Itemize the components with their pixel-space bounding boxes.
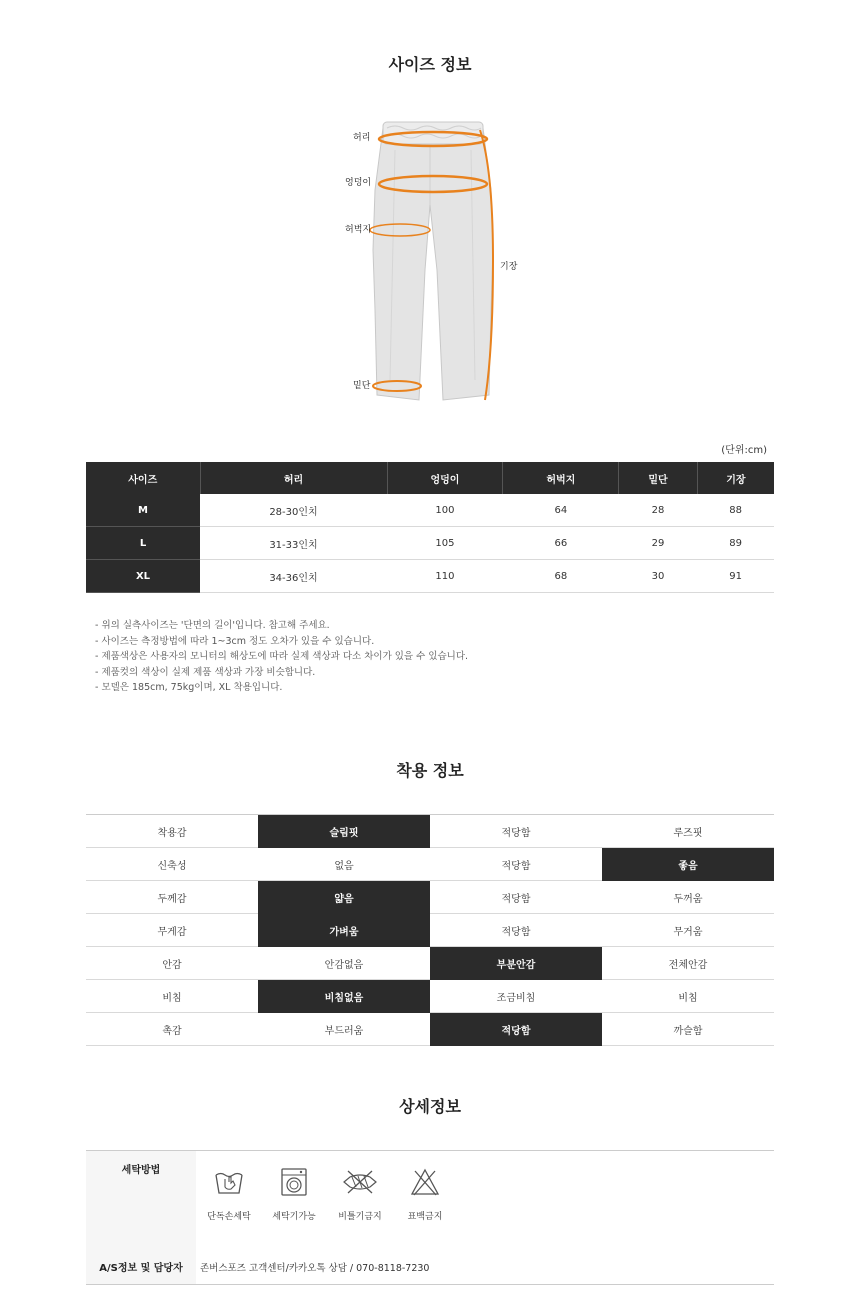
fit-option-selected: 부분안감: [430, 947, 602, 980]
detail-section-title: 상세정보: [399, 1097, 461, 1116]
table-cell: 66: [503, 527, 619, 560]
figure-label-hem: 밑단: [353, 381, 371, 391]
table-cell: 88: [697, 494, 774, 527]
table-cell: 28: [619, 494, 698, 527]
no-bleach-icon: [409, 1167, 441, 1197]
fit-option: 적당함: [430, 914, 602, 947]
care-caption: 비틀기금지: [338, 1212, 382, 1222]
size-name-cell: L: [86, 527, 200, 560]
care-item: [325, 1167, 395, 1222]
fit-row: [86, 914, 774, 947]
as-info-label: A/S정보 및 담당자: [99, 1263, 183, 1274]
care-caption: 세탁기가능: [272, 1212, 316, 1222]
care-caption: 단독손세탁: [207, 1212, 251, 1222]
hand-wash-icon: [213, 1167, 245, 1197]
fit-row-label: 비침: [86, 980, 258, 1013]
table-cell: 28-30인치: [200, 494, 387, 527]
size-section-title: 사이즈 정보: [388, 55, 472, 74]
fit-table: [86, 814, 774, 1046]
fit-option-selected: 가벼움: [258, 914, 430, 947]
table-row: [86, 527, 774, 560]
pants-measurement-figure: [295, 110, 565, 410]
figure-label-hip: 엉덩이: [345, 178, 372, 188]
size-table-header: 밑단: [619, 462, 698, 494]
fit-option: 루즈핏: [602, 815, 774, 848]
machine-wash-icon: [278, 1167, 310, 1197]
table-cell: 91: [697, 560, 774, 593]
fit-row-label: 두께감: [86, 881, 258, 914]
size-table-header: 기장: [697, 462, 774, 494]
as-info-text: 존버스포즈 고객센터/카카오톡 상담 / 070-8118-7230: [200, 1263, 430, 1274]
fit-row: [86, 881, 774, 914]
size-table-header: 엉덩이: [387, 462, 503, 494]
table-cell: 110: [387, 560, 503, 593]
fit-option: 없음: [258, 848, 430, 881]
pants-illustration: [295, 110, 565, 410]
note-item: - 사이즈는 측정방법에 따라 1~3cm 정도 오차가 있을 수 있습니다.: [95, 635, 375, 647]
fit-option-selected: 적당함: [430, 1013, 602, 1046]
table-cell: 29: [619, 527, 698, 560]
fit-row-label: 무게감: [86, 914, 258, 947]
table-cell: 68: [503, 560, 619, 593]
fit-option: 적당함: [430, 815, 602, 848]
table-cell: 89: [697, 527, 774, 560]
fit-row-label: 착용감: [86, 815, 258, 848]
note-item: - 제품컷의 색상이 실제 제품 색상과 가장 비슷합니다.: [95, 666, 316, 678]
fit-option: 까슬함: [602, 1013, 774, 1046]
size-table-header-row: [86, 462, 774, 494]
figure-label-length: 기장: [500, 262, 518, 272]
fit-row-label: 신축성: [86, 848, 258, 881]
size-table-header: 허리: [200, 462, 387, 494]
fit-row: [86, 848, 774, 881]
fit-option-selected: 얇음: [258, 881, 430, 914]
figure-label-waist: 허리: [353, 133, 371, 143]
fit-option-selected: 슬림핏: [258, 815, 430, 848]
size-name-cell: M: [86, 494, 200, 527]
fit-option: 두꺼움: [602, 881, 774, 914]
fit-row-label: 촉감: [86, 1013, 258, 1046]
unit-label: (단위:cm): [721, 445, 767, 456]
size-table-header: 사이즈: [86, 462, 200, 494]
table-cell: 34-36인치: [200, 560, 387, 593]
table-cell: 30: [619, 560, 698, 593]
figure-label-thigh: 허벅지: [345, 225, 372, 235]
care-caption: 표백금지: [407, 1212, 443, 1222]
fit-option: 비침: [602, 980, 774, 1013]
fit-option-selected: 좋음: [602, 848, 774, 881]
size-table: [86, 462, 774, 593]
detail-info-box: [86, 1150, 774, 1285]
fit-row-label: 안감: [86, 947, 258, 980]
no-wring-icon: [342, 1167, 378, 1197]
care-item: [194, 1167, 264, 1222]
wash-method-label: 세탁방법: [121, 1165, 161, 1176]
size-notes: [95, 618, 468, 696]
table-cell: 100: [387, 494, 503, 527]
fit-option: 적당함: [430, 848, 602, 881]
table-cell: 105: [387, 527, 503, 560]
fit-row: [86, 1013, 774, 1046]
fit-row: [86, 947, 774, 980]
size-table-header: 허벅지: [503, 462, 619, 494]
care-item: [390, 1167, 460, 1222]
care-item: [259, 1167, 329, 1222]
note-item: - 위의 실측사이즈는 '단면의 길이'입니다. 참고해 주세요.: [95, 620, 330, 631]
table-row: [86, 494, 774, 527]
fit-section-title: 착용 정보: [396, 761, 464, 780]
fit-option: 적당함: [430, 881, 602, 914]
table-row: [86, 560, 774, 593]
fit-option: 전체안감: [602, 947, 774, 980]
fit-option: 무거움: [602, 914, 774, 947]
table-cell: 31-33인치: [200, 527, 387, 560]
note-item: - 모델은 185cm, 75kg이며, XL 착용입니다.: [95, 682, 283, 693]
size-name-cell: XL: [86, 560, 200, 593]
table-cell: 64: [503, 494, 619, 527]
fit-option: 조금비침: [430, 980, 602, 1013]
fit-option-selected: 비침없음: [258, 980, 430, 1013]
note-item: - 제품색상은 사용자의 모니터의 해상도에 따라 실제 색상과 다소 차이가 있을 수 있습니다.: [95, 651, 469, 662]
fit-option: 안감없음: [258, 947, 430, 980]
fit-row: [86, 815, 774, 848]
fit-option: 부드러움: [258, 1013, 430, 1046]
fit-row: [86, 980, 774, 1013]
